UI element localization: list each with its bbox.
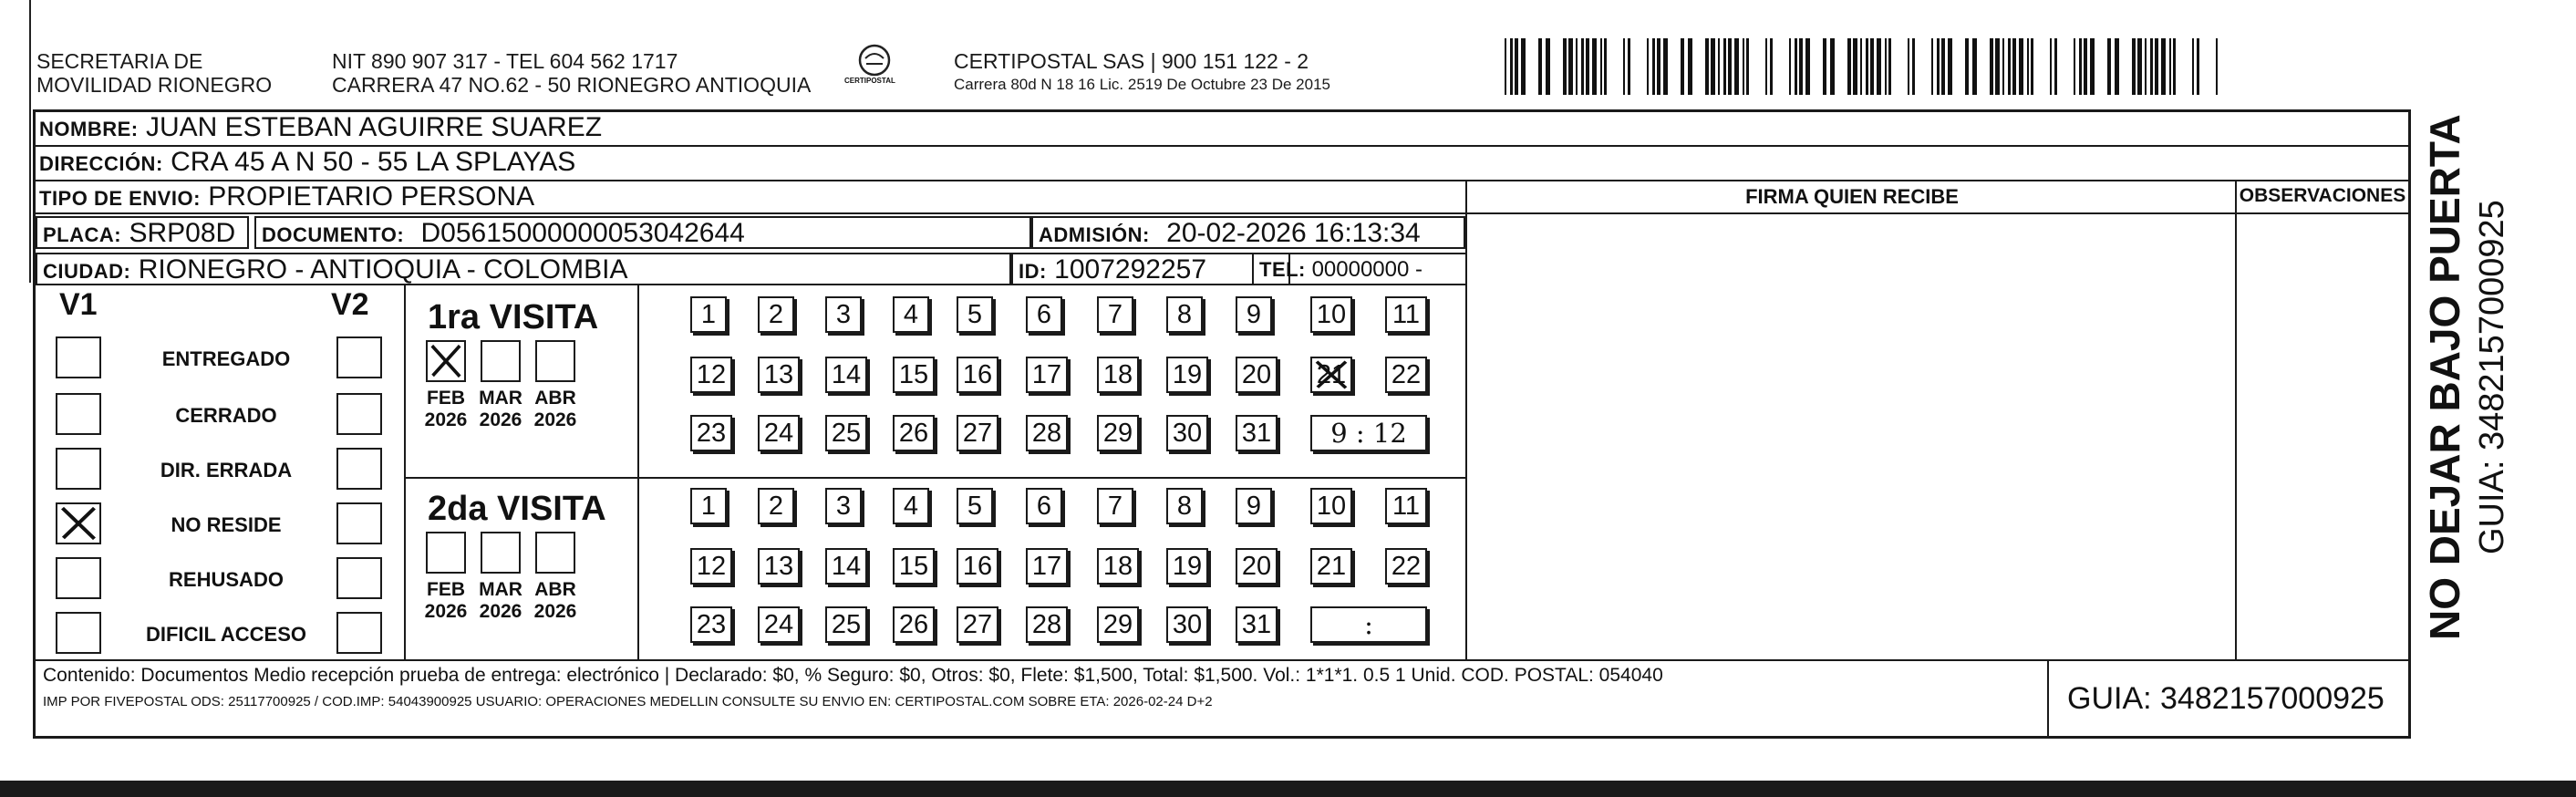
v2-checkbox[interactable] [336, 557, 382, 599]
status-label: CERRADO [175, 404, 277, 427]
barcode [1505, 38, 2225, 95]
v1-checkbox[interactable] [56, 336, 101, 378]
day-box[interactable] [825, 357, 867, 393]
month-name: FEB [427, 388, 465, 409]
month-label [419, 579, 473, 623]
day-box[interactable] [893, 357, 935, 393]
month-name: MAR [479, 579, 522, 600]
v1-checkbox[interactable] [56, 612, 101, 654]
id-label: ID: [1019, 260, 1047, 283]
day-box[interactable] [1097, 415, 1139, 451]
day-box[interactable] [825, 548, 867, 585]
nit-line: NIT 890 907 317 - TEL 604 562 1717 [332, 49, 678, 73]
day-box[interactable] [1236, 606, 1278, 643]
day-box[interactable] [1026, 548, 1068, 585]
day-number: 7 [1107, 492, 1123, 521]
side-guia: GUIA: 3482157000925 [2473, 200, 2511, 554]
month-label [473, 388, 528, 431]
v1-header: V1 [59, 287, 98, 322]
day-number: 16 [962, 552, 993, 581]
placa-label: PLACA: [43, 223, 122, 246]
visit-divider [406, 477, 1467, 479]
month-label [528, 579, 583, 623]
day-box[interactable] [1097, 606, 1139, 643]
day-number: 29 [1102, 419, 1133, 448]
day-box[interactable] [1310, 488, 1352, 524]
month-year: 2026 [533, 409, 577, 430]
carrier-info [954, 49, 1330, 94]
day-number: 16 [962, 360, 993, 389]
day-box[interactable] [1310, 548, 1352, 585]
day-box[interactable] [957, 606, 998, 643]
month-checkbox[interactable] [481, 532, 521, 574]
day-box[interactable] [1310, 357, 1352, 393]
day-box[interactable] [1097, 548, 1139, 585]
day-box[interactable] [758, 357, 800, 393]
month-name: ABR [534, 579, 576, 600]
carrier-logo [844, 42, 899, 86]
day-number: 23 [696, 419, 727, 448]
address-line: CARRERA 47 NO.62 - 50 RIONEGRO ANTIOQUIA [332, 73, 812, 97]
org-line1: SECRETARIA DE [36, 49, 203, 73]
day-number: 4 [903, 492, 919, 521]
day-box[interactable] [1026, 357, 1068, 393]
day-number: 22 [1391, 552, 1422, 581]
month-year: 2026 [479, 601, 522, 622]
observaciones-header: OBSERVACIONES [2239, 185, 2406, 206]
v2-checkbox[interactable] [336, 393, 382, 435]
day-number: 20 [1241, 552, 1272, 581]
status-label: ENTREGADO [161, 347, 291, 370]
carrier-line1: CERTIPOSTAL SAS | 900 151 122 - 2 [954, 49, 1309, 73]
day-number: 25 [831, 610, 862, 639]
delivery-form [33, 109, 2411, 739]
month-divider [637, 285, 639, 659]
v1-checkbox[interactable] [56, 502, 101, 544]
day-box[interactable] [957, 357, 998, 393]
v1-checkbox[interactable] [56, 448, 101, 490]
day-box[interactable] [957, 415, 998, 451]
day-number: 17 [1031, 360, 1062, 389]
month-checkbox[interactable] [535, 340, 575, 382]
day-number: 18 [1102, 552, 1133, 581]
day-number: 15 [898, 552, 929, 581]
v2-checkbox[interactable] [336, 336, 382, 378]
day-number: 5 [967, 492, 983, 521]
day-number: 5 [967, 300, 983, 329]
day-box[interactable] [1310, 296, 1352, 333]
day-number: 9 [1246, 492, 1262, 521]
day-number: 26 [898, 419, 929, 448]
day-number: 21 [1316, 360, 1347, 389]
placa-cell [36, 216, 249, 249]
day-box[interactable] [893, 548, 935, 585]
day-number: 3 [835, 492, 852, 521]
month-name: FEB [427, 579, 465, 600]
day-box[interactable] [1026, 488, 1062, 524]
nombre-value: JUAN ESTEBAN AGUIRRE SUAREZ [145, 112, 603, 142]
v2-header: V2 [331, 287, 369, 322]
day-box[interactable] [1236, 415, 1278, 451]
placa-value: SRP08D [129, 218, 236, 248]
month-year: 2026 [424, 409, 468, 430]
day-box[interactable] [1236, 548, 1278, 585]
day-box[interactable] [1236, 357, 1278, 393]
day-number: 12 [696, 360, 727, 389]
firma-header: FIRMA QUIEN RECIBE [1745, 185, 1959, 208]
month-checkbox[interactable] [481, 340, 521, 382]
nombre-label: NOMBRE: [39, 118, 139, 140]
footer-line2: IMP POR FIVEPOSTAL ODS: 25117700925 / COD.IMP: 54043900925 USUARIO: OPERACIONES MEDELLIN CONSULTE SU ENVIO EN: CERTIPOSTAL.COM SOBRE ETA: 2026-02-24 D+2 [43, 694, 1213, 709]
day-box[interactable] [825, 296, 862, 333]
admision-label: ADMISIÓN: [1039, 223, 1150, 246]
day-number: 27 [962, 610, 993, 639]
status-divider [404, 285, 406, 659]
observaciones-divider [2235, 181, 2237, 659]
month-name: MAR [479, 388, 522, 409]
day-number: 8 [1176, 300, 1193, 329]
day-number: 28 [1031, 419, 1062, 448]
admision-value: 20-02-2026 16:13:34 [1166, 218, 1421, 248]
day-number: 31 [1241, 419, 1272, 448]
status-label: DIR. ERRADA [160, 459, 293, 481]
month-label [528, 388, 583, 431]
day-box[interactable] [1097, 488, 1133, 524]
day-number: 21 [1316, 552, 1347, 581]
status-label: DIFICIL ACCESO [145, 623, 306, 646]
time-box[interactable] [1310, 415, 1427, 451]
day-number: 18 [1102, 360, 1133, 389]
day-box[interactable] [893, 606, 935, 643]
carrier-line2: Carrera 80d N 18 16 Lic. 2519 De Octubre 23 De 2015 [954, 76, 1330, 93]
day-box[interactable] [957, 488, 993, 524]
nombre-row [36, 112, 2408, 147]
day-box[interactable] [690, 488, 727, 524]
day-box[interactable] [957, 548, 998, 585]
v1-checkbox[interactable] [56, 393, 101, 435]
day-box[interactable] [825, 415, 867, 451]
month-checkbox[interactable] [426, 532, 466, 574]
visit1-title: 1ra VISITA [428, 298, 599, 336]
day-box[interactable] [1166, 415, 1208, 451]
day-box[interactable] [690, 548, 732, 585]
day-box[interactable] [1385, 488, 1427, 524]
ciudad-label: CIUDAD: [43, 260, 131, 283]
day-number: 14 [831, 360, 862, 389]
day-number: 24 [763, 610, 794, 639]
day-number: 15 [898, 360, 929, 389]
month-year: 2026 [479, 409, 522, 430]
day-box[interactable] [758, 548, 800, 585]
documento-value: D05615000000053042644 [420, 218, 745, 248]
documento-label: DOCUMENTO: [262, 223, 405, 246]
time-value: 9 : 12 [1330, 418, 1407, 449]
day-box[interactable] [1026, 296, 1062, 333]
day-box[interactable] [758, 296, 794, 333]
day-box[interactable] [893, 415, 935, 451]
tel-cell [1252, 253, 1467, 285]
v1-checkbox[interactable] [56, 557, 101, 599]
day-box[interactable] [893, 296, 929, 333]
day-box[interactable] [893, 488, 929, 524]
day-box[interactable] [825, 606, 867, 643]
header-rule [1467, 212, 2408, 214]
day-number: 19 [1172, 552, 1203, 581]
day-box[interactable] [1026, 606, 1068, 643]
day-number: 10 [1316, 492, 1347, 521]
month-name: ABR [534, 388, 576, 409]
admision-cell [1031, 216, 1465, 249]
month-label [419, 388, 473, 431]
day-box[interactable] [1236, 488, 1272, 524]
day-number: 20 [1241, 360, 1272, 389]
day-number: 3 [835, 300, 852, 329]
day-box[interactable] [1385, 296, 1427, 333]
day-number: 12 [696, 552, 727, 581]
org-name [36, 49, 272, 97]
day-number: 4 [903, 300, 919, 329]
day-box[interactable] [758, 488, 794, 524]
day-number: 8 [1176, 492, 1193, 521]
day-box[interactable] [1097, 357, 1139, 393]
month-checkbox[interactable] [426, 340, 466, 382]
day-number: 11 [1391, 492, 1421, 521]
time-box[interactable] [1310, 606, 1427, 643]
day-number: 10 [1316, 300, 1347, 329]
footer-line1: Contenido: Documentos Medio recepción prueba de entrega: electrónico | Declarado: $0, % Seguro: $0, Otros: $0, Flete: $1,500, Total: $1,500. Vol.: 1*1*1. 0.5 1 Unid. COD. POSTAL: 054040 [43, 665, 1663, 686]
month-year: 2026 [533, 601, 577, 622]
day-number: 6 [1036, 492, 1052, 521]
tipo-value: PROPIETARIO PERSONA [208, 181, 535, 212]
day-number: 1 [700, 492, 717, 521]
org-contact [332, 49, 811, 97]
day-number: 25 [831, 419, 862, 448]
day-box[interactable] [1097, 296, 1133, 333]
day-number: 13 [763, 552, 794, 581]
tipo-label: TIPO DE ENVIO: [39, 187, 201, 210]
month-label [473, 579, 528, 623]
check-x-mark [57, 504, 99, 543]
day-box[interactable] [758, 415, 800, 451]
ciudad-cell [36, 253, 1011, 285]
day-number: 17 [1031, 552, 1062, 581]
month-checkbox[interactable] [535, 532, 575, 574]
day-number: 31 [1241, 610, 1272, 639]
day-number: 30 [1172, 419, 1203, 448]
day-number: 30 [1172, 610, 1203, 639]
day-box[interactable] [1166, 296, 1203, 333]
day-box[interactable] [1385, 548, 1427, 585]
day-box[interactable] [758, 606, 800, 643]
day-number: 2 [768, 300, 784, 329]
day-number: 23 [696, 610, 727, 639]
direccion-value: CRA 45 A N 50 - 55 LA SPLAYAS [171, 147, 576, 177]
day-number: 22 [1391, 360, 1422, 389]
org-line2: MOVILIDAD RIONEGRO [36, 73, 273, 97]
bottom-edge-line [0, 781, 2576, 797]
direccion-label: DIRECCIÓN: [39, 152, 163, 175]
v2-checkbox[interactable] [336, 612, 382, 654]
footer-guia-box [2047, 661, 2408, 736]
day-number: 24 [763, 419, 794, 448]
day-number: 6 [1036, 300, 1052, 329]
time-value: : [1364, 609, 1373, 640]
side-warning: NO DEJAR BAJO PUERTA [2421, 114, 2468, 640]
day-number: 29 [1102, 610, 1133, 639]
day-box[interactable] [690, 296, 727, 333]
day-number: 19 [1172, 360, 1203, 389]
day-number: 1 [700, 300, 717, 329]
status-label: REHUSADO [169, 568, 284, 591]
v2-checkbox[interactable] [336, 448, 382, 490]
day-box[interactable] [690, 606, 732, 643]
id-value: 1007292257 [1054, 254, 1207, 285]
visit2-title: 2da VISITA [428, 490, 606, 528]
footer-guia: GUIA: 3482157000925 [2067, 681, 2385, 716]
day-number: 7 [1107, 300, 1123, 329]
day-number: 28 [1031, 610, 1062, 639]
status-label: NO RESIDE [171, 513, 282, 536]
month-year: 2026 [424, 601, 468, 622]
day-box[interactable] [1166, 488, 1203, 524]
day-box[interactable] [1166, 548, 1208, 585]
day-number: 2 [768, 492, 784, 521]
documento-cell [254, 216, 1031, 249]
day-box[interactable] [1166, 606, 1208, 643]
day-number: 9 [1246, 300, 1262, 329]
logo-text: CERTIPOSTAL [844, 77, 895, 85]
day-box[interactable] [957, 296, 993, 333]
check-x-mark [428, 342, 464, 380]
tipo-row [36, 181, 1467, 214]
day-box[interactable] [690, 357, 732, 393]
day-number: 14 [831, 552, 862, 581]
day-number: 13 [763, 360, 794, 389]
day-number: 26 [898, 610, 929, 639]
day-box[interactable] [825, 488, 862, 524]
day-number: 27 [962, 419, 993, 448]
ciudad-value: RIONEGRO - ANTIOQUIA - COLOMBIA [138, 254, 628, 285]
day-number: 11 [1391, 300, 1421, 329]
day-box[interactable] [690, 415, 732, 451]
check-x-mark [1312, 358, 1350, 391]
day-box[interactable] [1236, 296, 1272, 333]
id-cell [1011, 253, 1290, 285]
footer-text [36, 661, 2042, 738]
tel-label: TEL: [1259, 258, 1306, 281]
left-edge-line [29, 0, 31, 283]
day-box[interactable] [1385, 357, 1427, 393]
v2-checkbox[interactable] [336, 502, 382, 544]
direccion-row [36, 147, 2408, 181]
day-box[interactable] [1166, 357, 1208, 393]
day-box[interactable] [1026, 415, 1068, 451]
tel-value: 00000000 - [1311, 257, 1423, 282]
